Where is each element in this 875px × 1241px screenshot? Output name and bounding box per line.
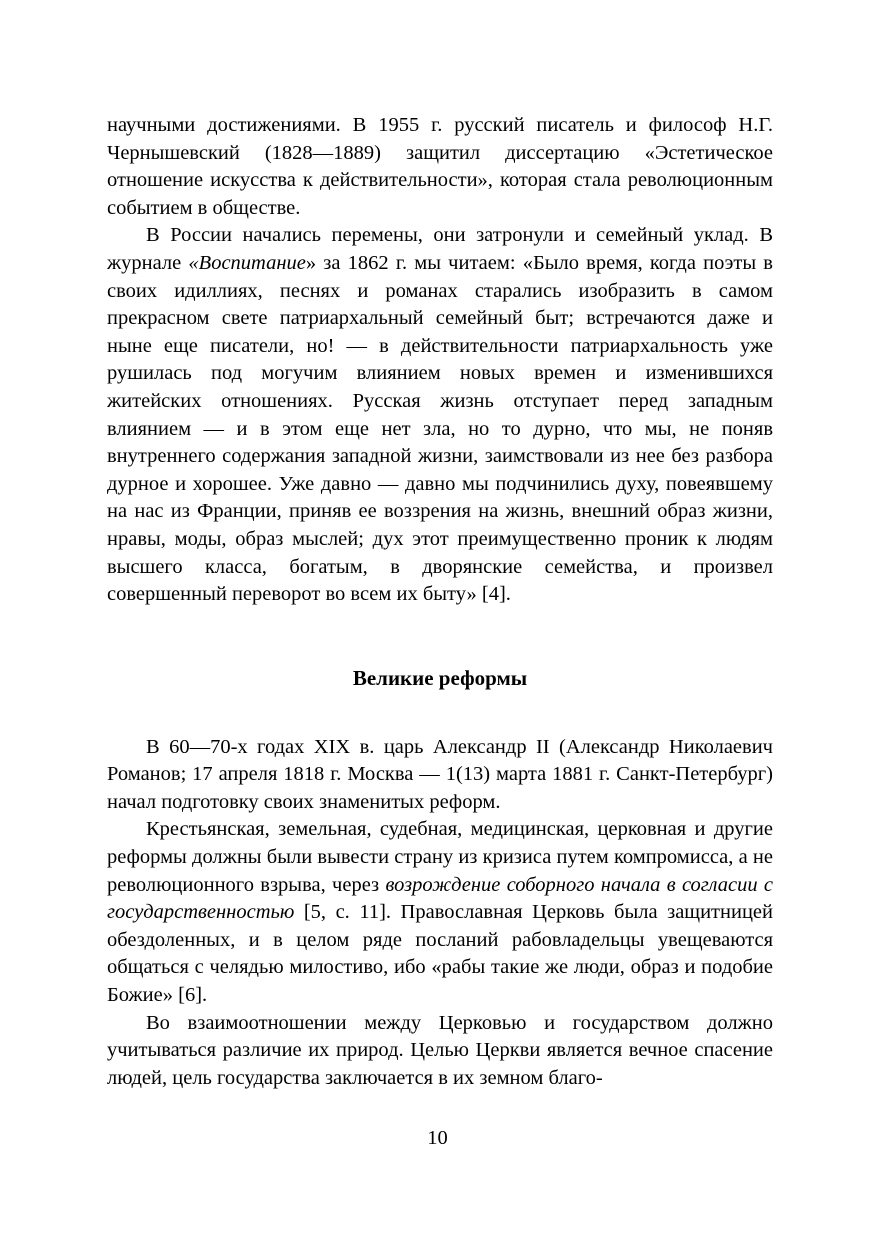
section-heading: Великие реформы [352, 665, 528, 690]
paragraph-1-text: научными достижениями. В 1955 г. русский писатель и философ Н.Г. Чернышевский (1828—1889) защитил диссертацию «Эстетическое отношение искусства к действительности», которая стала революционным событием в обществе. [107, 114, 773, 219]
paragraph-2 [107, 222, 773, 608]
paragraph-4-text-b: [5, с. 11]. Православная Церковь была защитницей обездоленных, и в целом ряде посланий рабовладельцы увещеваются общаться с челядью милостиво, ибо «рабы такие же люди, образ и подобие Божие» [6]. [107, 901, 773, 1007]
paragraph-3 [107, 734, 773, 817]
paragraph-1 [107, 112, 773, 222]
page-number: 10 [427, 1127, 448, 1149]
paragraph-4-text-a: Крестьянская, земельная, судебная, медицинская, церковная и другие реформы должны были вывести страну из кризиса путем компромисса, а не революционного взрыва, через [107, 818, 773, 896]
paragraph-4-italic-phrase: возрождение соборного начала в согласии с государственностью [107, 873, 773, 924]
paragraph-2-text-b: » за 1862 г. мы читаем: «Было время, когда поэты в своих идиллиях, песнях и романах старались изобразить в самом прекрасном свете патриархальный семейный быт; встречаются даже и ныне еще писатели, но! — в действительности патриархальность уже рушилась под могучим влиянием новых времен и изменившихся житейских отношениях. Русская жизнь отступает перед западным влиянием — и в этом еще нет зла, но то дурно, что мы, не поняв внутреннего содержания западной жизни, заимствовали из нее без разбора дурное и хорошее. Уже давно — давно мы подчинились духу, повеявшему на нас из Франции, приняв ее воззрения на жизнь, внешний образ жизни, нравы, моды, образ мыслей; дух этот преимущественно проник к людям высшего класса, богатым, в дворянские семейства, и произвел совершенный переворот во всем их быту» [4]. [107, 251, 773, 606]
journal-title-italic: «Воспитание [188, 251, 306, 274]
paragraph-2-text-a: В России начались перемены, они затронули и семейный уклад. В журнале [107, 224, 773, 274]
paragraph-3-text: В 60—70-х годах XIX в. царь Александр II (Александр Николаевич Романов; 17 апреля 1818 г. Москва — 1(13) марта 1881 г. Санкт-Петербург) начал подготовку своих знаменитых реформ. [107, 735, 773, 813]
page-body [107, 112, 773, 1092]
paragraph-5-text: Во взаимоотношении между Церковью и государством должно учитываться различие их природ. Целью Церкви является вечное спасение людей, цель государства заключается в их земном благо- [107, 1011, 773, 1089]
paragraph-5 [107, 1010, 773, 1093]
paragraph-4 [107, 816, 773, 1009]
